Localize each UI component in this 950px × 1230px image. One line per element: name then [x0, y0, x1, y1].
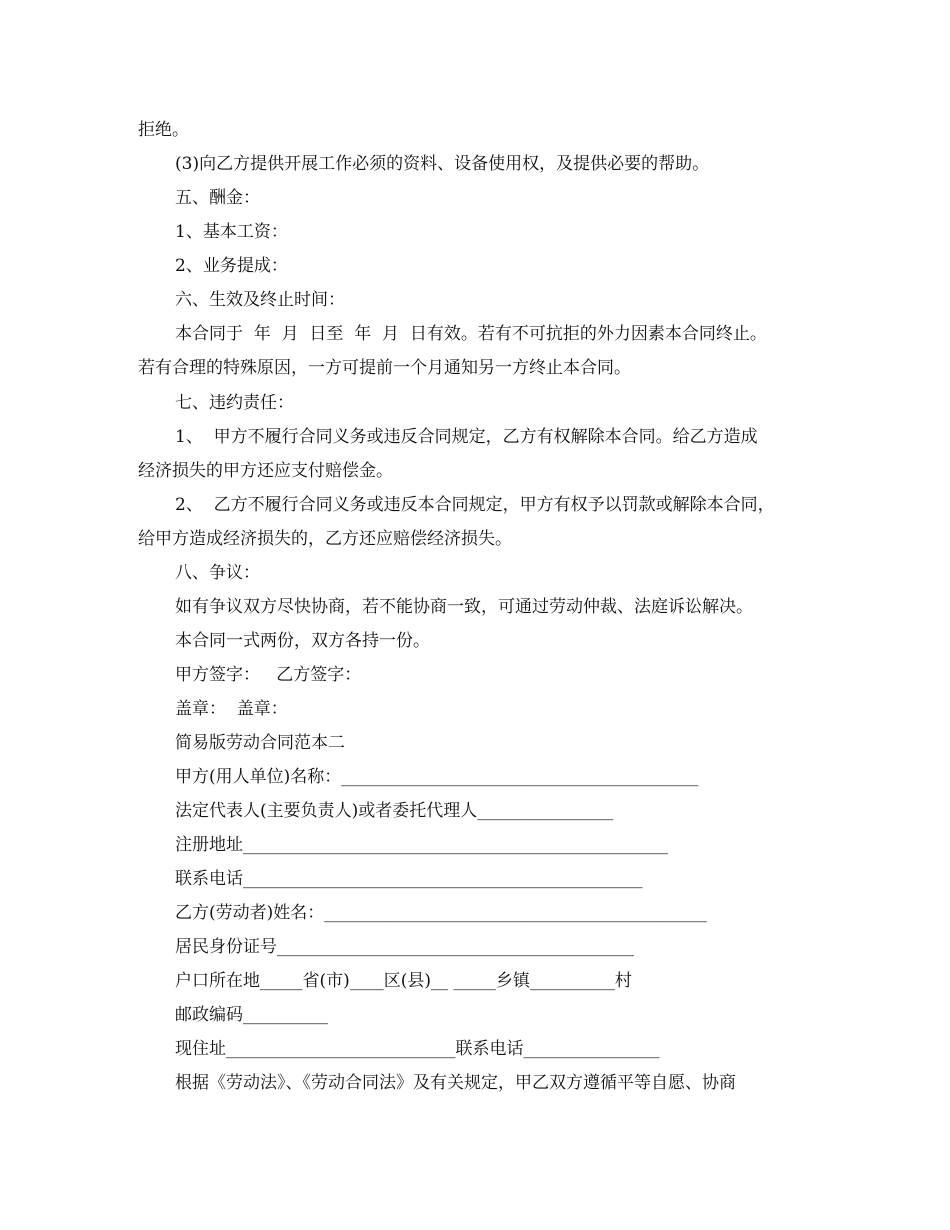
text-line: 本合同一式两份，双方各持一份。	[175, 631, 430, 651]
text-line: 本合同于 年 月 日至 年 月 日有效。若有不可抗拒的外力因素本合同终止。	[175, 324, 767, 344]
form-field-phone: 联系电话_______________________________________________	[175, 869, 643, 889]
form-field-employer-name: 甲方(用人单位)名称：__________________________________________	[175, 767, 699, 787]
form-field-employee-name: 乙方(劳动者)姓名：_____________________________________________	[175, 903, 707, 923]
form-field-postal-code: 邮政编码__________	[175, 1005, 328, 1025]
text-line: 根据《劳动法》、《劳动合同法》及有关规定，甲乙双方遵循平等自愿、协商	[175, 1073, 736, 1093]
signature-line: 甲方签字： 乙方签字：	[175, 665, 362, 685]
contract-title: 简易版劳动合同范本二	[175, 733, 345, 753]
form-field-registered-address: 注册地址__________________________________________________	[175, 835, 668, 855]
section-heading: 七、违约责任：	[175, 393, 294, 413]
text-line: 拒绝。	[138, 120, 189, 140]
text-line: 若有合理的特殊原因，一方可提前一个月通知另一方终止本合同。	[138, 358, 631, 378]
form-field-legal-representative: 法定代表人(主要负责人)或者委托代理人________________	[175, 801, 614, 821]
text-line: (3)向乙方提供开展工作必须的资料、设备使用权，及提供必要的帮助。	[175, 154, 710, 174]
section-heading: 五、酬金：	[175, 188, 260, 208]
form-field-current-address: 现住址___________________________联系电话________________	[175, 1039, 660, 1059]
section-heading: 六、生效及终止时间：	[175, 290, 345, 310]
section-heading: 八、争议：	[175, 563, 260, 583]
seal-line: 盖章： 盖章：	[175, 699, 288, 719]
text-line: 2、业务提成：	[175, 256, 288, 276]
text-line: 1、 甲方不履行合同义务或违反合同规定，乙方有权解除本合同。给乙方造成	[175, 427, 758, 447]
form-field-household-registration: 户口所在地_____省(市)____区(县)__ _____乡镇__________村	[175, 971, 632, 991]
text-line: 经济损失的甲方还应支付赔偿金。	[138, 461, 393, 481]
form-field-id-number: 居民身份证号__________________________________________	[175, 937, 634, 957]
text-line: 给甲方造成经济损失的，乙方还应赔偿经济损失。	[138, 529, 512, 549]
text-line: 如有争议双方尽快协商，若不能协商一致，可通过劳动仲裁、法庭诉讼解决。	[175, 597, 753, 617]
text-line: 1、基本工资：	[175, 222, 288, 242]
text-line: 2、 乙方不履行合同义务或违反本合同规定，甲方有权予以罚款或解除本合同，	[175, 495, 775, 515]
